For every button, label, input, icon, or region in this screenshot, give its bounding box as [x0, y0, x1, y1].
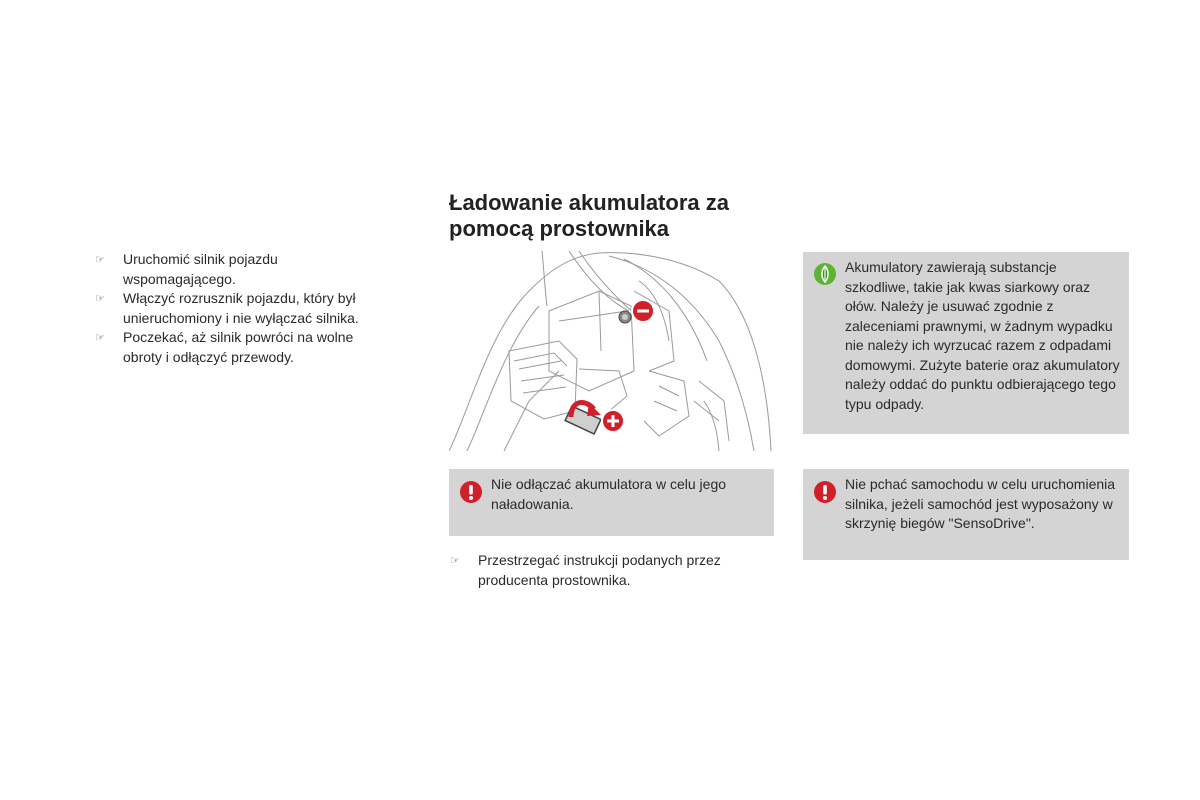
instruction-item: [95, 328, 390, 367]
warning-icon: [459, 480, 483, 504]
charger-instruction-list: [450, 551, 755, 590]
section-title: Ładowanie akumulatora za pomocą prostownika: [449, 190, 729, 241]
engine-bay-illustration: [449, 251, 774, 453]
warning-icon: [813, 480, 837, 504]
pointing-hand-icon: ☞: [95, 292, 105, 305]
instruction-item: [95, 250, 390, 289]
pointing-hand-icon: ☞: [95, 331, 105, 344]
instruction-text: Przestrzegać instrukcji podanych przez producenta prostownika.: [478, 552, 721, 588]
instruction-text: Włączyć rozrusznik pojazdu, który był unieruchomiony i nie wyłączać silnika.: [123, 290, 359, 326]
instruction-text: Poczekać, aż silnik powróci na wolne obroty i odłączyć przewody.: [123, 329, 354, 365]
eco-leaf-icon: [813, 262, 837, 286]
warning-notice-push-start: [803, 469, 1129, 560]
instruction-text: Uruchomić silnik pojazdu wspomagającego.: [123, 251, 278, 287]
pointing-hand-icon: ☞: [95, 253, 105, 266]
instruction-item: [450, 551, 755, 590]
instruction-item: [95, 289, 390, 328]
left-instruction-list: [95, 250, 390, 367]
pointing-hand-icon: ☞: [450, 554, 460, 567]
warning-notice-disconnect: [449, 469, 774, 536]
notice-text: Akumulatory zawierają substancje szkodliwe, takie jak kwas siarkowy oraz ołów. Należy je usuwać zgodnie z zaleceniami prawnymi, w żadnym wypadku nie należy ich wyrzucać razem z odpadami domowymi. Zużyte baterie oraz akumulatory należy oddać do punktu odbierającego tego typu odpady.: [845, 259, 1120, 412]
notice-text: Nie pchać samochodu w celu uruchomienia silnika, jeżeli samochód jest wyposażony w skrzynię biegów "SensoDrive".: [845, 476, 1116, 531]
environment-notice: [803, 252, 1129, 434]
notice-text: Nie odłączać akumulatora w celu jego naładowania.: [491, 476, 727, 512]
